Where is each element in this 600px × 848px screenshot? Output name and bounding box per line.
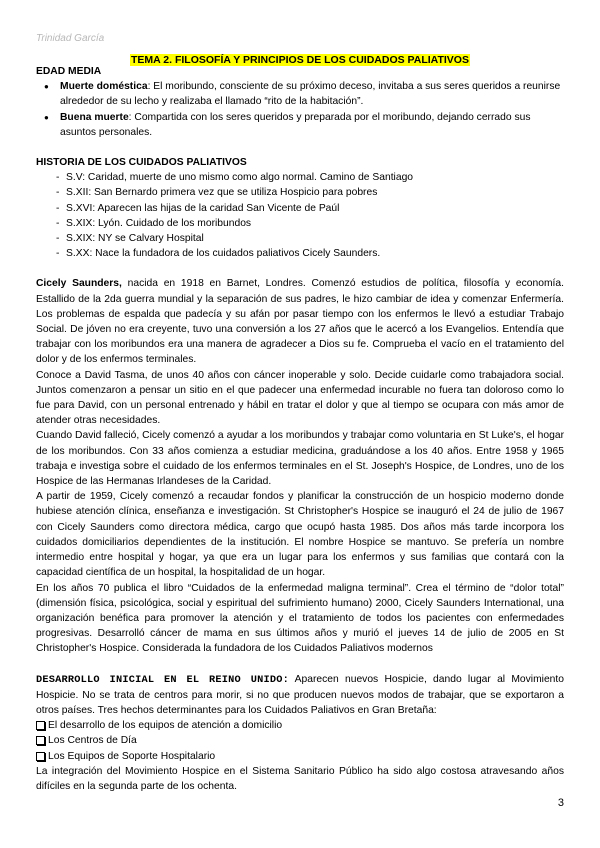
list-item: Los Equipos de Soporte Hospitalario [36,749,564,764]
list-item: El desarrollo de los equipos de atención a domicilio [36,718,564,733]
paragraph-cicely-3: Cuando David falleció, Cicely comenzó a ayudar a los moribundos y trabajar como voluntaria en St Luke's, el hogar de los moribundos. Con 33 años comienza a estudiar medicina, graduándose a los 40 años. Entre 1958 y 1965 trabaja e investiga sobre el cuidado de los enfermos terminales en el St. Joseph's Hospice, de Londres, uno de los Hospice de las Hermanas Irlandeses de la Caridad. [36,430,564,488]
list-item: Los Centros de Día [36,733,564,748]
list-item: - S.XIX: Lyón. Cuidado de los moribundos [36,216,564,231]
desarrollo-list [36,718,564,764]
page-number: 3 [557,797,564,809]
list-item: - S.V: Caridad, muerte de uno mismo como algo normal. Camino de Santiago [36,170,564,185]
paragraph-desarrollo: DESARROLLO INICIAL EN EL REINO UNIDO: Aparecen nuevos Hospicie, dando lugar al Movimiento Hospicie. No se trata de centros para morir, si no que producen nuevos modos de trabajar, que se exportaron a otros países. Tres hechos determinantes para los Cuidados Paliativos en Gran Bretaña: [36,673,564,716]
list-item: - S.XII: San Bernardo primera vez que se utiliza Hospicio para pobres [36,185,564,200]
paragraph-cicely-1: Cicely Saunders, nacida en 1918 en Barnet, Londres. Comenzó estudios de política, filosofía y economía. Estallido de la 2da guerra mundial y la separación de sus padres, le hizo cambiar de idea y comenzar Enfermería. Los problemas de espalda que padecía y su afán por pasar tiempo con los enfermos le llevó a estudiar Trabajo Social. De jóven no era creyente, tuvo una conversión a los 27 años que le acercó a los Evangelios. Entendía que trabajar con los moribundos era una manera de agradecer a Dios su fe. Comprueba el vacío en el tratamiento del dolor y de los enfermos terminales. [36,278,564,366]
author-name: Trinidad García [36,33,105,44]
historia-list [36,170,564,261]
list-item [36,110,564,140]
document-body [36,64,564,794]
paragraph-cicely-4: A partir de 1959, Cicely comenzó a recaudar fondos y planificar la construcción de un hospicio moderno donde hubiese atención clínica, enseñanza e investigación. St Christopher's Hospice se inauguró el 24 de julio de 1967 con Cicely Saunders como directora médica, cargo que ocupó hasta 1985. Dos años más tarde incorpora los cuidados domiciliarios dependientes de la institución. El nombre Hospice se mantuvo. Se prefería un nombre intermedio entre hospital y hogar, ya que era un lugar para los enfermos y sus familias que contará con la capacidad científica de un hospital, la hospitalidad de un hogar. [36,491,564,579]
term: Muerte doméstica [60,81,148,93]
paragraph-cicely-2: Conoce a David Tasma, de unos 40 años con cáncer inoperable y solo. Decide cuidarle como trabajadora social. Juntos comenzaron a pensar un sitio en el que padecer una enfermedad incurable no fuera tan doloroso como lo fue para David, con un personal entrenado y hábil en tratar el dolor y que al tiempo se ocupara con más amor de atender otras necesidades. [36,369,564,427]
section-heading-historia: HISTORIA DE LOS CUIDADOS PALIATIVOS [36,157,247,169]
term: Buena muerte [60,111,129,123]
section-heading-edad-media: EDAD MEDIA [36,66,102,77]
definition: : Compartida con los seres queridos y preparada por el moribundo, dejando cerrado sus asuntos personales. [60,111,531,138]
list-item: - S.XX: Nace la fundadora de los cuidados paliativos Cicely Saunders. [36,246,564,261]
list-item: - S.XVI: Aparecen las hijas de la caridad San Vicente de Paúl [36,201,564,216]
cicely-name: Cicely Saunders, [36,278,122,290]
section-heading-desarrollo: DESARROLLO INICIAL EN EL REINO UNIDO: [36,673,289,686]
edad-media-list [36,79,564,140]
paragraph-integracion: La integración del Movimiento Hospice en el Sistema Sanitario Público ha sido algo costosa atravesando años difíciles en la segunda parte de los ochenta. [36,765,564,792]
page-title: TEMA 2. FILOSOFÍA Y PRINCIPIOS DE LOS CUIDADOS PALIATIVOS [131,54,469,66]
list-item: - S.XIX: NY se Calvary Hospital [36,231,564,246]
paragraph-cicely-5: En los años 70 publica el libro “Cuidados de la enfermedad maligna terminal”. Crea el término de “dolor total” (dimensión física, psicológica, social y espiritual del sufrimiento humano) 2000, Cicely Saunders International, una organización benéfica para promover la atención y el tratamiento de todos los pacientes con enfermedades progresivas. Desarrolló cáncer de mama en sus últimos años y murió el jueves 14 de julio de 2005 en St Christopher's Hospice. Considerada la fundadora de los Cuidados Paliativos modernos [36,582,564,655]
list-item [36,79,564,109]
definition: : El moribundo, consciente de su próximo deceso, invitaba a sus seres queridos a reunirse alrededor de su lecho y realizaba el llamado “rito de la habitación”. [60,81,561,108]
